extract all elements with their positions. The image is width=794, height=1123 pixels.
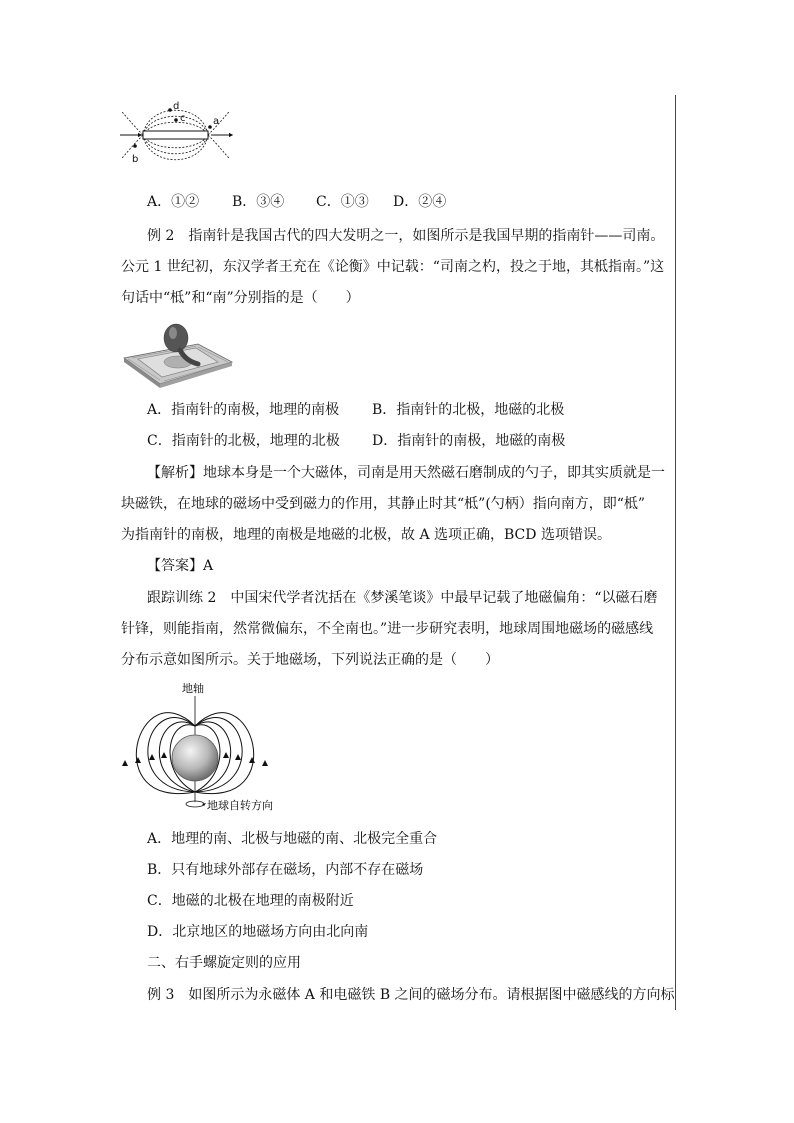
q1-option-c: C．①③	[316, 194, 369, 210]
training2-line-1: 跟踪训练 2 中国宋代学者沈括在《梦溪笔谈》中最早记载了地磁偏角：“以磁石磨	[147, 590, 658, 606]
example2-option-a: A．指南针的南极，地理的南极	[147, 402, 340, 418]
section2-heading: 二、右手螺旋定则的应用	[147, 955, 301, 971]
example2-analysis-line-2: 块磁铁，在地球的磁场中受到磁力的作用，其静止时其“柢”(勺柄）指向南方，即“柢”	[121, 496, 646, 512]
training2-option-c: C．地磁的北极在地理的南极附近	[147, 893, 354, 909]
q1-option-a: A．①②	[147, 194, 200, 210]
q1-option-d: D．②④	[393, 194, 447, 210]
sinan-compass-figure	[118, 318, 234, 390]
label-a: a	[213, 116, 220, 127]
earth-axis-label: 地轴	[182, 682, 204, 695]
training2-option-b: B．只有地球外部存在磁场，内部不存在磁场	[147, 862, 424, 878]
training2-option-a: A．地理的南、北极与地磁的南、北极完全重合	[147, 831, 438, 847]
earth-magnetic-field-figure	[118, 680, 273, 815]
label-d: d	[173, 101, 180, 112]
example2-analysis-line-1: 【解析】地球本身是一个大磁体，司南是用天然磁石磨制成的勺子，即其实质就是一	[147, 465, 665, 481]
example2-line-1: 例 2 指南针是我国古代的四大发明之一，如图所示是我国早期的指南针——司南。	[147, 228, 665, 244]
example3-line-1: 例 3 如图所示为永磁体 A 和电磁铁 B 之间的磁场分布。请根据图中磁感线的方向标	[147, 987, 675, 1003]
q1-option-b: B．③④	[232, 194, 285, 210]
example2-answer: 【答案】A	[147, 558, 214, 574]
example2-option-b: B．指南针的北极，地磁的北极	[372, 402, 565, 418]
earth-rotation-label: 地球自转方向	[207, 799, 273, 812]
bar-magnet-field-figure	[118, 100, 233, 172]
training2-line-2: 针锋，则能指南，然常微偏东，不全南也。”进一步研究表明，地球周围地磁场的磁感线	[121, 621, 654, 637]
page-margin-line	[675, 95, 676, 1010]
example2-line-2: 公元 1 世纪初，东汉学者王充在《论衡》中记载：“司南之杓，投之于地，其柢指南。”这	[121, 259, 665, 275]
example2-option-d: D．指南针的南极，地磁的南极	[372, 433, 566, 449]
label-b: b	[132, 154, 139, 165]
example2-line-3: 句话中“柢”和“南”分别指的是（ ）	[121, 290, 360, 306]
label-c: c	[180, 113, 186, 124]
example2-analysis-line-3: 为指南针的南极，地理的南极是地磁的北极，故 A 选项正确，BCD 选项错误。	[121, 527, 611, 543]
training2-option-d: D．北京地区的地磁场方向由北向南	[147, 924, 369, 940]
training2-line-3: 分布示意如图所示。关于地磁场，下列说法正确的是（ ）	[121, 652, 499, 668]
example2-option-c: C．指南针的北极，地理的北极	[147, 433, 340, 449]
